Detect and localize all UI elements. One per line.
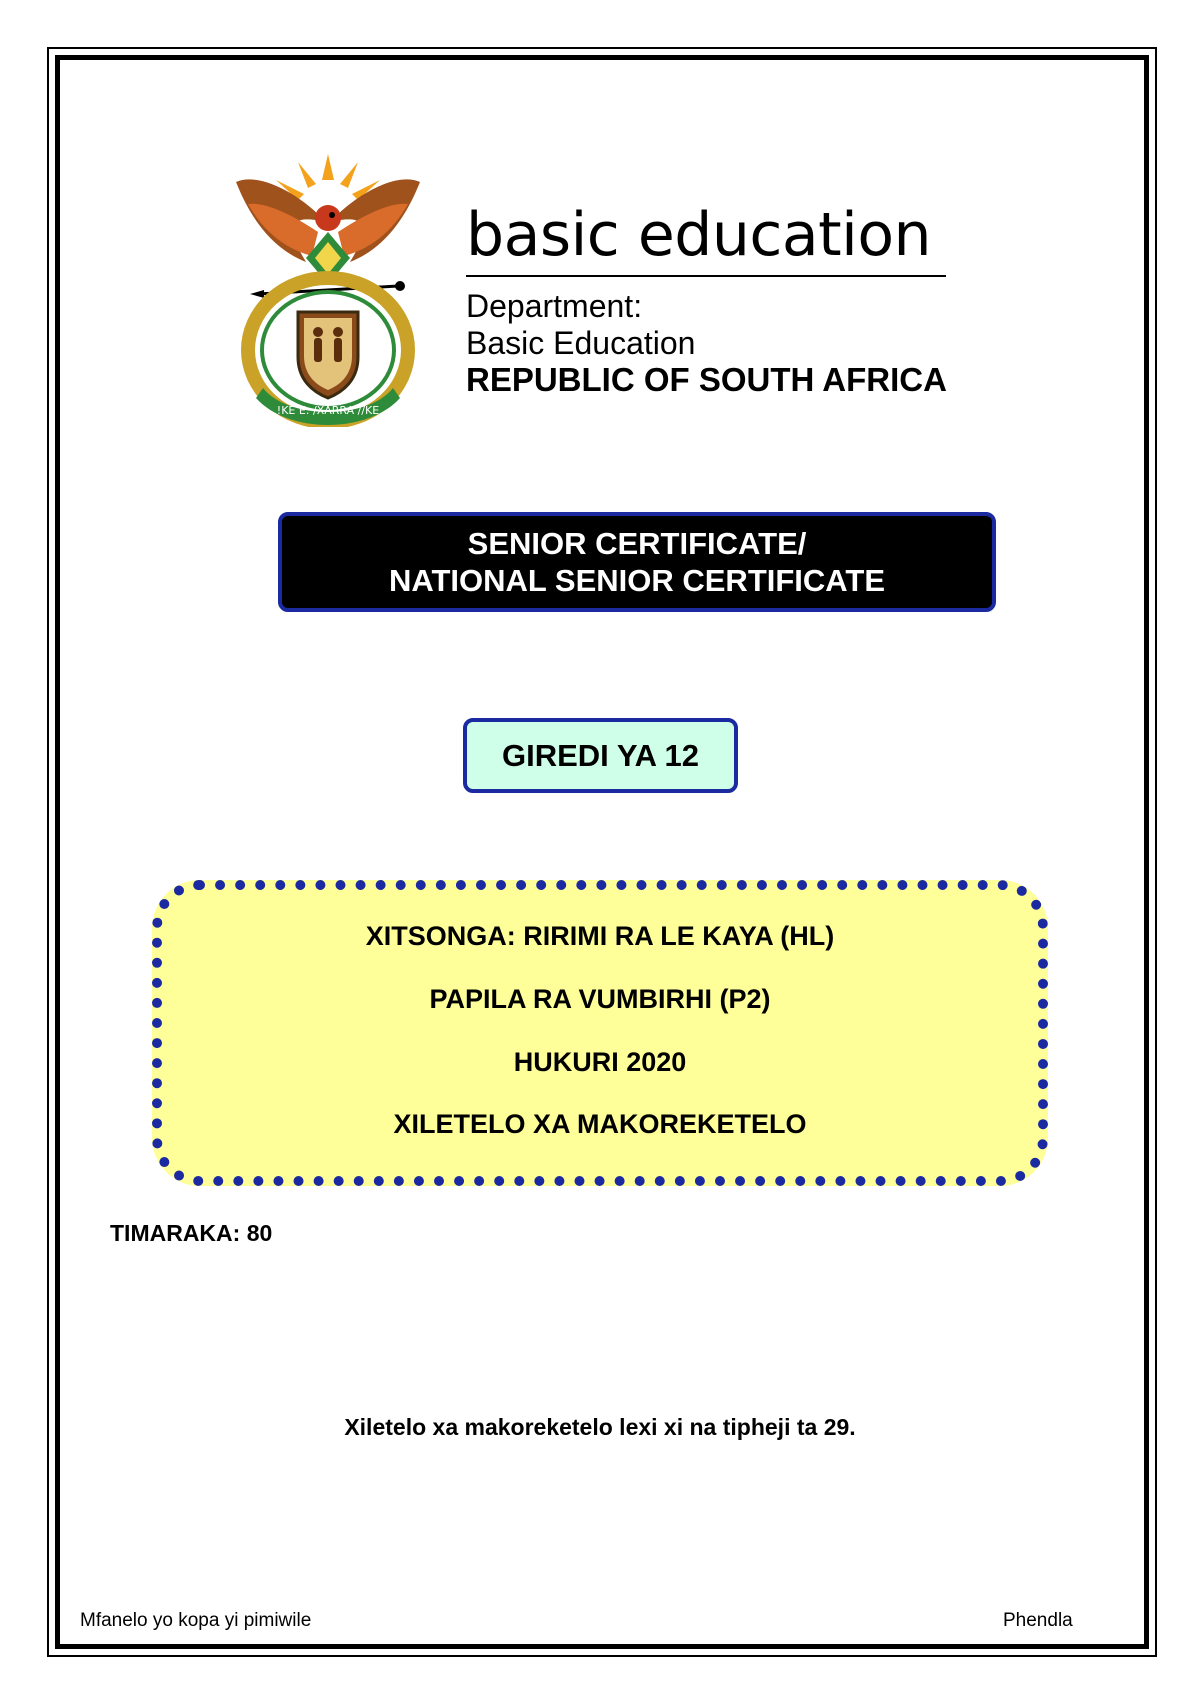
crest-motto: !KE E: /XARRA //KE	[276, 404, 380, 417]
exam-session: HUKURI 2020	[513, 1047, 687, 1077]
certificate-banner	[278, 512, 996, 612]
subject-paper: PAPILA RA VUMBIRHI (P2)	[429, 984, 771, 1014]
subject-panel	[152, 880, 1048, 1186]
total-marks: TIMARAKA: 80	[110, 1220, 273, 1246]
page-count-note: Xiletelo xa makoreketelo lexi xi na tipheji ta 29.	[344, 1414, 856, 1440]
subject-language: XITSONGA: RIRIMI RA LE KAYA (HL)	[365, 921, 835, 951]
brand-divider	[466, 275, 946, 277]
grade-badge	[463, 718, 738, 793]
brand-title: basic education	[466, 200, 932, 270]
grade-label: GIREDI YA 12	[501, 737, 699, 773]
certificate-line-1: SENIOR CERTIFICATE/	[467, 526, 807, 561]
certificate-line-2: NATIONAL SENIOR CERTIFICATE	[389, 563, 885, 598]
department-label: Department:	[466, 288, 643, 324]
copyright-notice: Mfanelo yo kopa yi pimiwile	[80, 1610, 312, 1631]
coat-of-arms-icon	[228, 152, 428, 427]
department-name: Basic Education	[466, 325, 696, 361]
document-type: XILETELO XA MAKOREKETELO	[393, 1109, 807, 1139]
country-name: REPUBLIC OF SOUTH AFRICA	[466, 361, 947, 398]
turn-over-label: Phendla	[1003, 1610, 1073, 1631]
